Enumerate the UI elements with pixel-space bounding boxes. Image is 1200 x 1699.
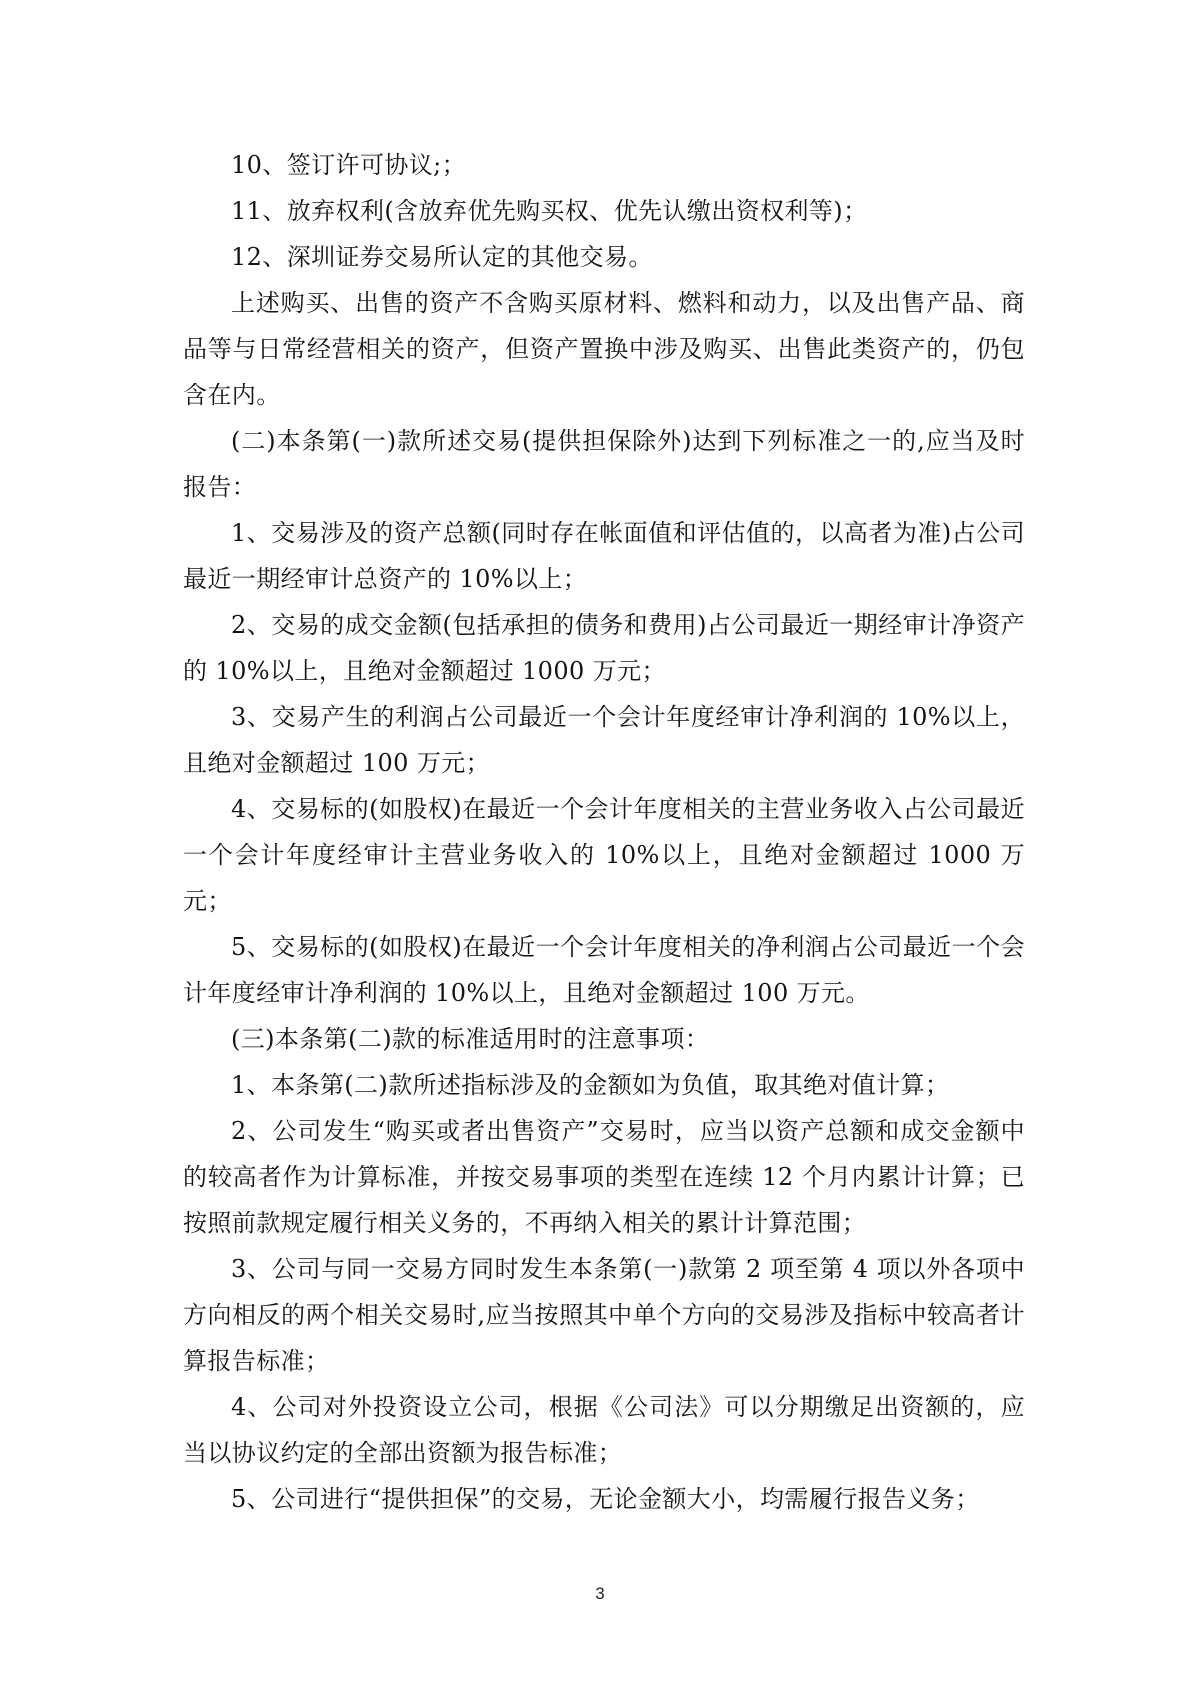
paragraph: 3、公司与同一交易方同时发生本条第(一)款第 2 项至第 4 项以外各项中方向相反的两个相关交易时,应当按照其中单个方向的交易涉及指标中较高者计算报告标准； xyxy=(183,1255,1025,1375)
paragraph: 4、公司对外投资设立公司，根据《公司法》可以分期缴足出资额的，应当以协议约定的全部出资额为报告标准； xyxy=(183,1393,1025,1467)
paragraph: 11、放弃权利(含放弃优先购买权、优先认缴出资权利等)； xyxy=(231,197,868,225)
paragraph: 1、本条第(二)款所述指标涉及的金额如为负值，取其绝对值计算； xyxy=(231,1071,950,1099)
paragraph: 上述购买、出售的资产不含购买原材料、燃料和动力，以及出售产品、商品等与日常经营相关的资产，但资产置换中涉及购买、出售此类资产的，仍包含在内。 xyxy=(183,289,1025,409)
paragraph: 12、深圳证券交易所认定的其他交易。 xyxy=(231,243,653,271)
paragraph: 5、公司进行“提供担保”的交易，无论金额大小，均需履行报告义务； xyxy=(231,1485,980,1513)
paragraph: (三)本条第(二)款的标准适用时的注意事项： xyxy=(231,1025,710,1053)
document-body xyxy=(183,142,1025,1522)
paragraph: (二)本条第(一)款所述交易(提供担保除外)达到下列标准之一的,应当及时报告： xyxy=(183,427,1025,501)
paragraph: 4、交易标的(如股权)在最近一个会计年度相关的主营业务收入占公司最近一个会计年度经审计主营业务收入的 10%以上，且绝对金额超过 1000 万元； xyxy=(183,795,1025,915)
paragraph: 10、签订许可协议;； xyxy=(231,151,467,179)
paragraph: 3、交易产生的利润占公司最近一个会计年度经审计净利润的 10%以上，且绝对金额超过 100 万元； xyxy=(183,703,1025,777)
paragraph: 1、交易涉及的资产总额(同时存在帐面值和评估值的，以高者为准)占公司最近一期经审计总资产的 10%以上； xyxy=(183,519,1025,593)
paragraph: 2、交易的成交金额(包括承担的债务和费用)占公司最近一期经审计净资产的 10%以上，且绝对金额超过 1000 万元； xyxy=(183,611,1025,685)
paragraph: 2、公司发生“购买或者出售资产”交易时，应当以资产总额和成交金额中的较高者作为计算标准，并按交易事项的类型在连续 12 个月内累计计算；已按照前款规定履行相关义务的，不再纳入相关的累计计算范围； xyxy=(183,1117,1025,1237)
page-number: 3 xyxy=(595,1584,605,1603)
paragraph: 5、交易标的(如股权)在最近一个会计年度相关的净利润占公司最近一个会计年度经审计净利润的 10%以上，且绝对金额超过 100 万元。 xyxy=(183,933,1025,1007)
